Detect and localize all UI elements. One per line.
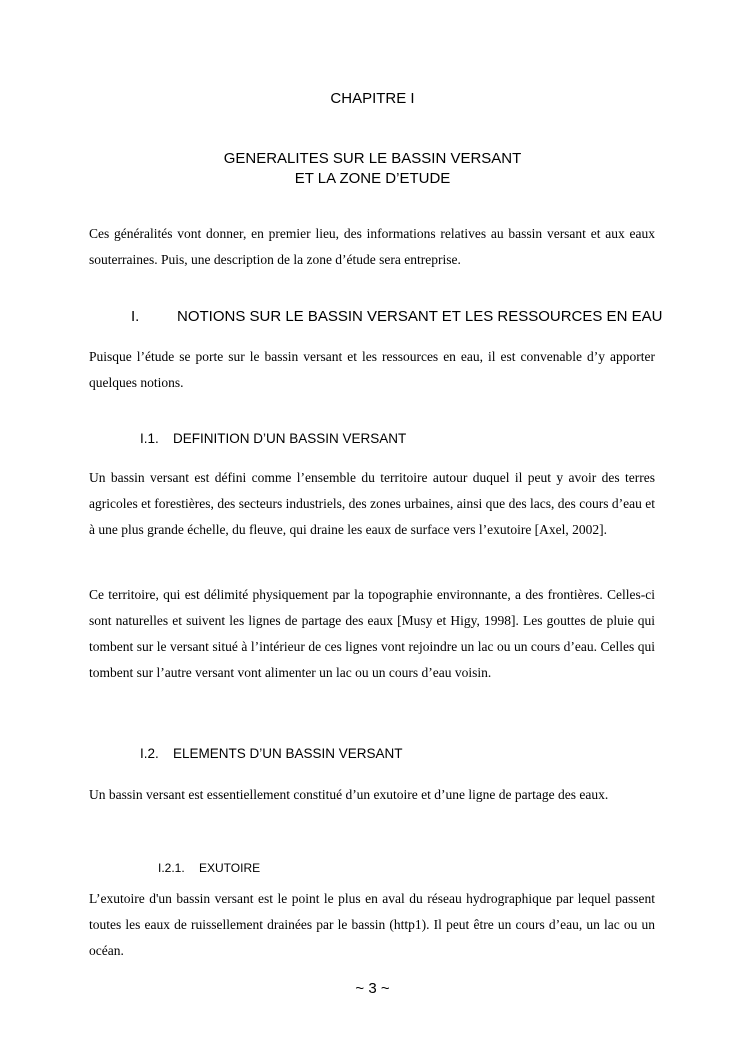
chapter-title-line-1: GENERALITES SUR LE BASSIN VERSANT <box>223 150 522 167</box>
section-1-1-paragraph-1: Un bassin versant est défini comme l’ensemble du territoire autour duquel il peut y avoir des terres agricoles et forestières, des secteurs industriels, des zones urbaines, ainsi que des lacs, des cours d’eau et à une plus grande échelle, du fleuve, qui draine les eaux de surface vers l’exutoire [Axel, 2002]. <box>89 470 655 537</box>
page-number: ~ 3 ~ <box>355 980 390 997</box>
section-1-2-1-title: EXUTOIRE <box>199 861 261 875</box>
section-1-1-number: I.1. <box>140 431 159 446</box>
section-1-2-1-paragraph: L’exutoire d'un bassin versant est le point le plus en aval du réseau hydrographique par lequel passent toutes les eaux de ruissellement drainées par le bassin (http1). Il peut être un cours d’eau, un lac ou un océan. <box>89 891 655 958</box>
section-1-paragraph: Puisque l’étude se porte sur le bassin versant et les ressources en eau, il est convenable d’y apporter quelques notions. <box>89 349 655 390</box>
section-1-2-1-number: I.2.1. <box>158 861 185 875</box>
chapter-title-line-2: ET LA ZONE D’ETUDE <box>294 170 451 187</box>
section-1-2-number: I.2. <box>140 746 159 761</box>
section-1-1-title: DEFINITION D’UN BASSIN VERSANT <box>173 431 407 446</box>
intro-paragraph: Ces généralités vont donner, en premier lieu, des informations relatives au bassin versant et aux eaux souterraines. Puis, une description de la zone d’étude sera entreprise. <box>89 226 655 267</box>
chapter-label: CHAPITRE I <box>330 90 415 107</box>
section-1-2-title: ELEMENTS D’UN BASSIN VERSANT <box>173 746 403 761</box>
section-1-2-paragraph: Un bassin versant est essentiellement constitué d’un exutoire et d’une ligne de partage des eaux. <box>89 787 609 802</box>
section-1-title: NOTIONS SUR LE BASSIN VERSANT ET LES RESSOURCES EN EAU <box>177 308 663 325</box>
section-1-number: I. <box>131 308 140 325</box>
section-1-1-paragraph-2: Ce territoire, qui est délimité physiquement par la topographie environnante, a des frontières. Celles-ci sont naturelles et suivent les lignes de partage des eaux [Musy et Higy, 1998]. Les gouttes de pluie qui tombent sur le versant situé à l’intérieur de ces lignes vont rejoindre un lac ou un cours d’eau. Celles qui tombent sur l’autre versant vont alimenter un lac ou un cours d’eau voisin. <box>89 587 655 680</box>
